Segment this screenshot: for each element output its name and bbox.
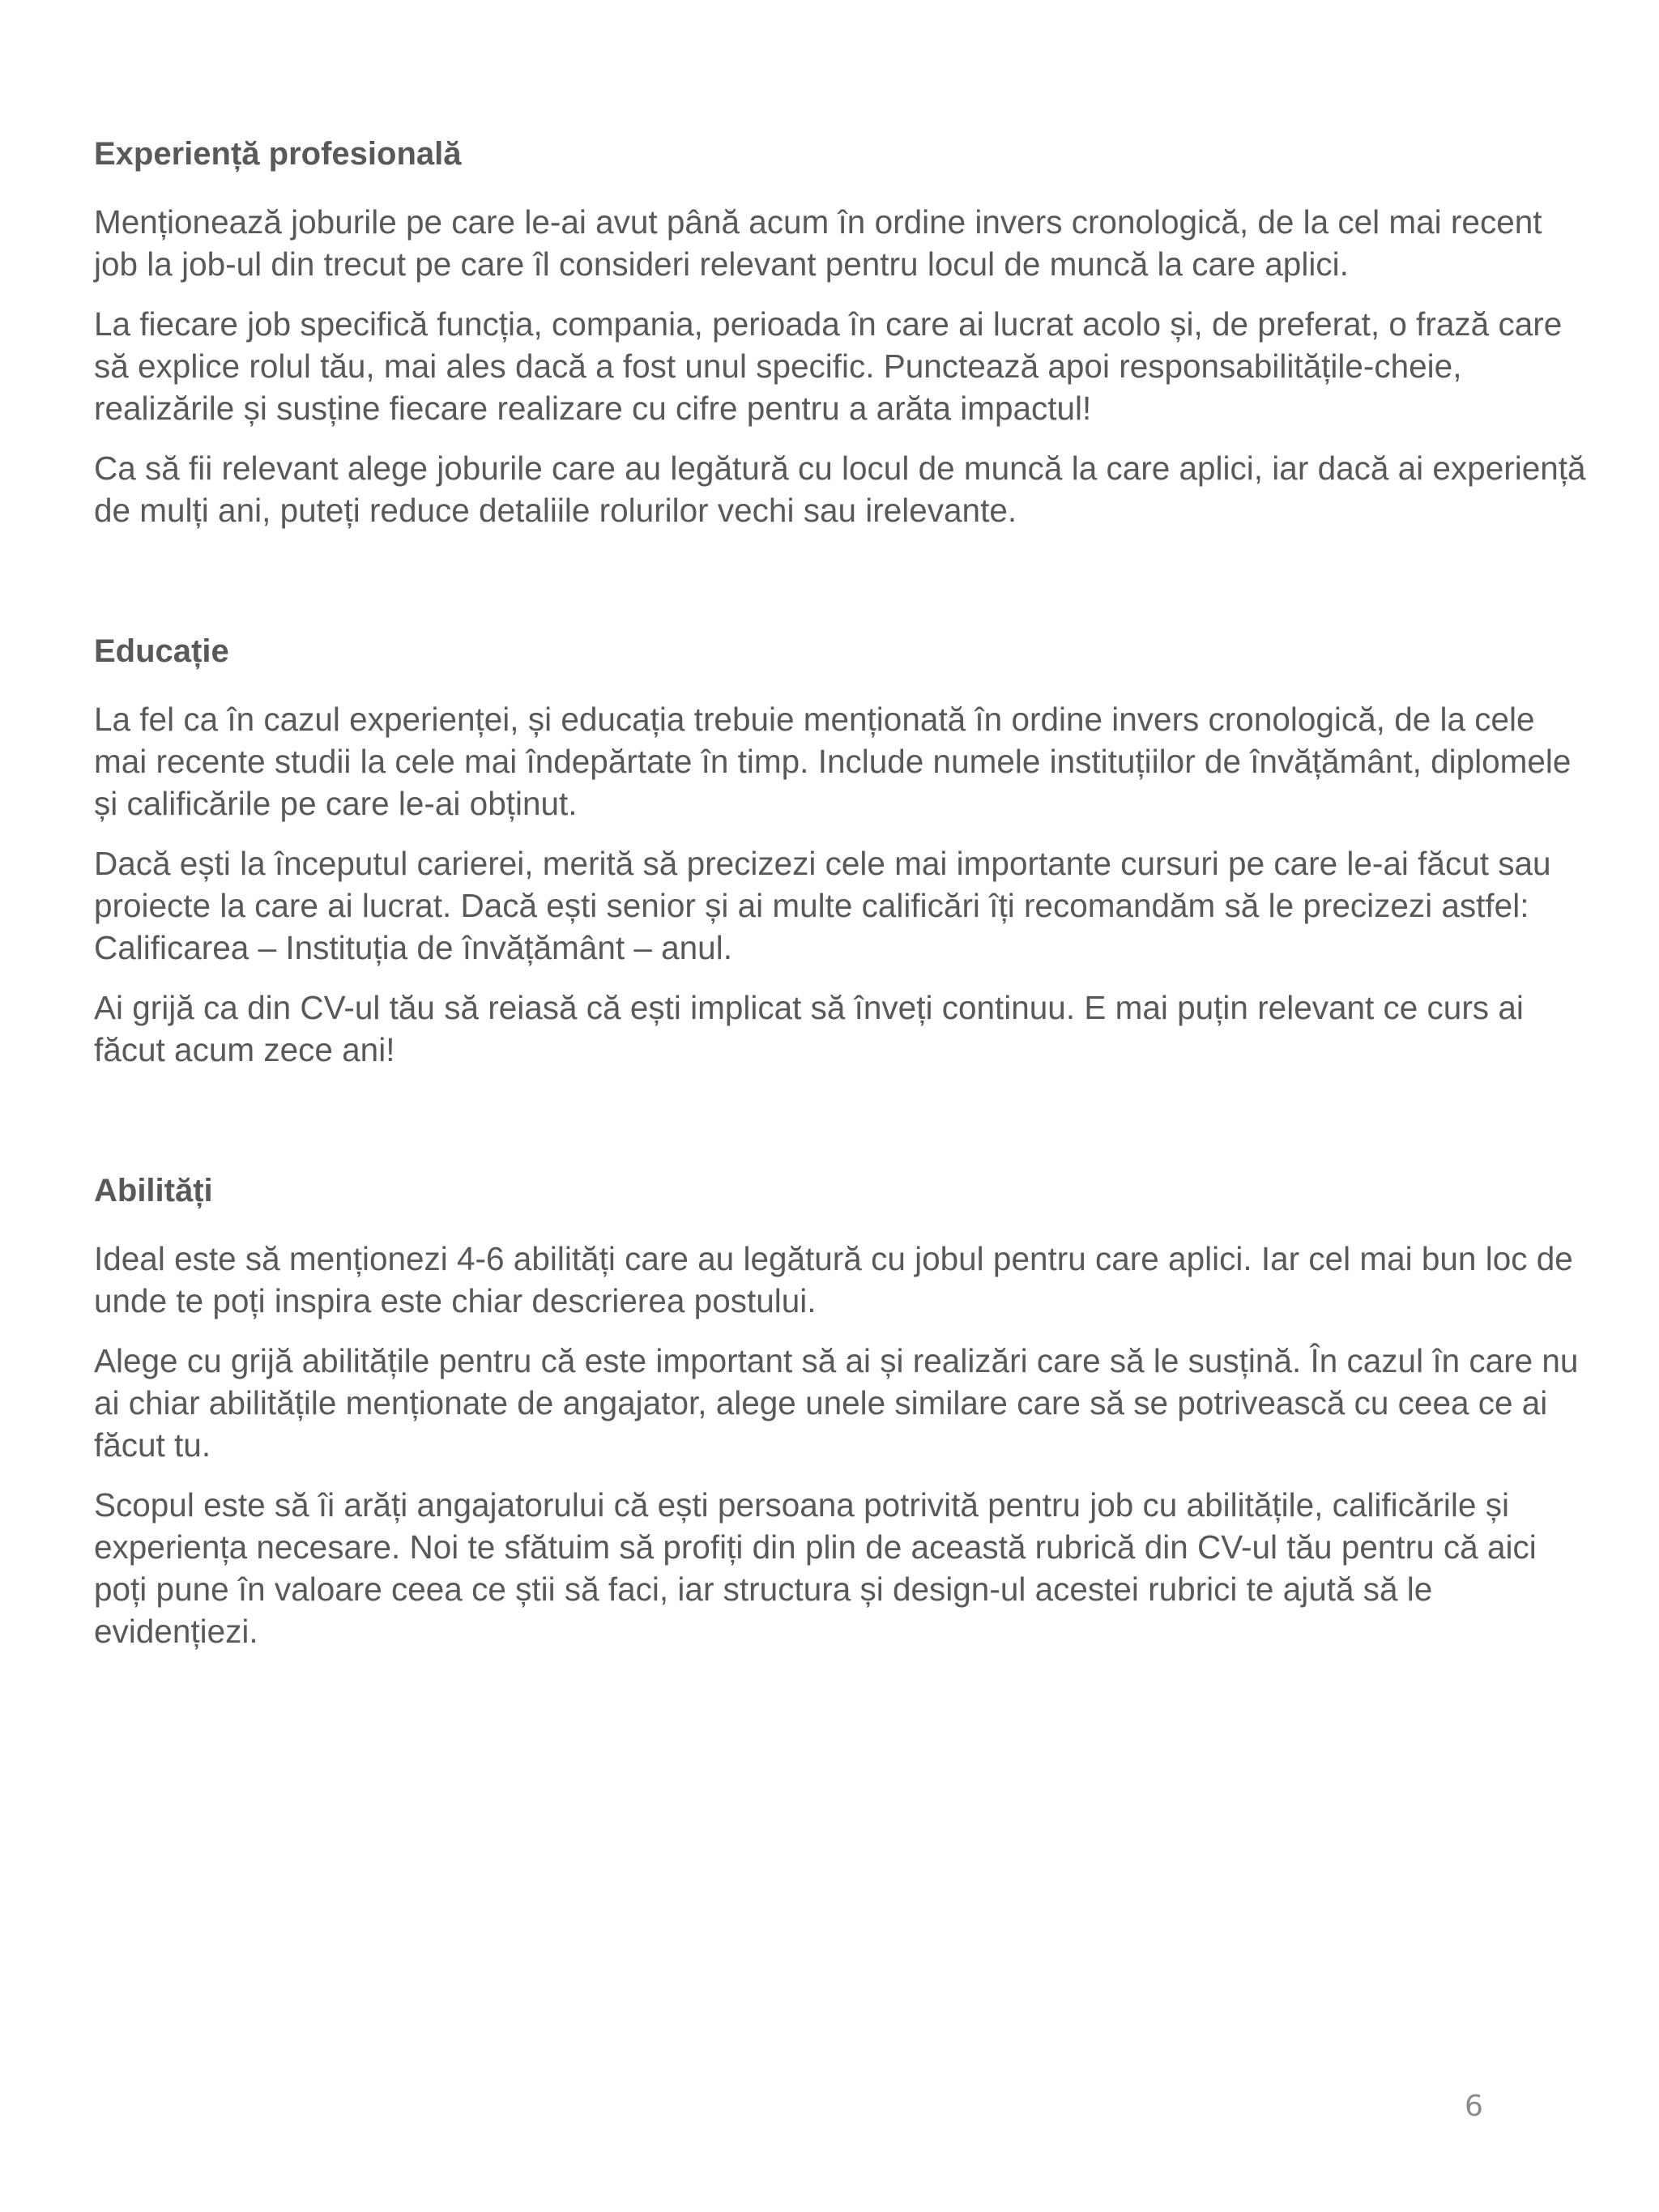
paragraph: La fel ca în cazul experienței, și educația trebuie menționată în ordine invers cronologică, de la cele mai recente studii la cele mai îndepărtate în timp. Include numele instituțiilor de învățământ, diplomele și calificările pe care le-ai obținut. — [94, 701, 1572, 822]
page-number: 6 — [1465, 2090, 1483, 2123]
paragraph: Alege cu grijă abilitățile pentru că este important să ai și realizări care să le susțină. În cazul în care nu ai chiar abilitățile menționate de angajator, alege unele similare care să se potrivească cu ceea ce ai făcut tu. — [94, 1342, 1579, 1464]
paragraph: La fiecare job specifică funcția, compania, perioada în care ai lucrat acolo și, de preferat, o frază care să explice rolul tău, mai ales dacă a fost unul specific. Punctează apoi responsabilitățile-cheie, realizările și susține fiecare realizare cu cifre pentru a arăta impactul! — [94, 305, 1563, 427]
paragraph: Menționează joburile pe care le-ai avut până acum în ordine invers cronologică, de la cel mai recent job la job-ul din trecut pe care îl consideri relevant pentru locul de muncă la care aplici. — [94, 203, 1542, 283]
paragraph: Ideal este să menționezi 4-6 abilități care au legătură cu jobul pentru care aplici. Iar cel mai bun loc de unde te poți inspira este chiar descrierea postului. — [94, 1240, 1573, 1319]
paragraph: Ai grijă ca din CV-ul tău să reiasă că ești implicat să înveți continuu. E mai puțin relevant ce curs ai făcut acum zece ani! — [94, 989, 1524, 1068]
paragraph: Ca să fii relevant alege joburile care au legătură cu locul de muncă la care aplici, iar dacă ai experiență de mulți ani, puteți reduce detaliile rolurilor vechi sau irelevante. — [94, 450, 1586, 529]
section-abilitati — [94, 1171, 1593, 1652]
document-page — [94, 134, 1593, 1652]
section-heading: Abilități — [94, 1173, 213, 1208]
section-experienta-profesionala — [94, 134, 1593, 531]
section-heading: Educație — [94, 633, 229, 669]
paragraph: Scopul este să îi arăți angajatorului că ești persoana potrivită pentru job cu abilitățile, calificările și experiența necesare. Noi te sfătuim să profiți din plin de această rubrică din CV-ul tău pentru că aici poți pune în valoare ceea ce știi să faci, iar structura și design-ul acestei rubrici te ajută să le evidențiezi. — [94, 1486, 1537, 1650]
section-educatie — [94, 632, 1593, 1071]
section-heading: Experiență profesională — [94, 136, 462, 172]
paragraph: Dacă ești la începutul carierei, merită să precizezi cele mai importante cursuri pe care le-ai făcut sau proiecte la care ai lucrat. Dacă ești senior și ai multe calificări îți recomandăm să le precizezi astfel: Calificarea – Instituția de învățământ – anul. — [94, 845, 1551, 966]
